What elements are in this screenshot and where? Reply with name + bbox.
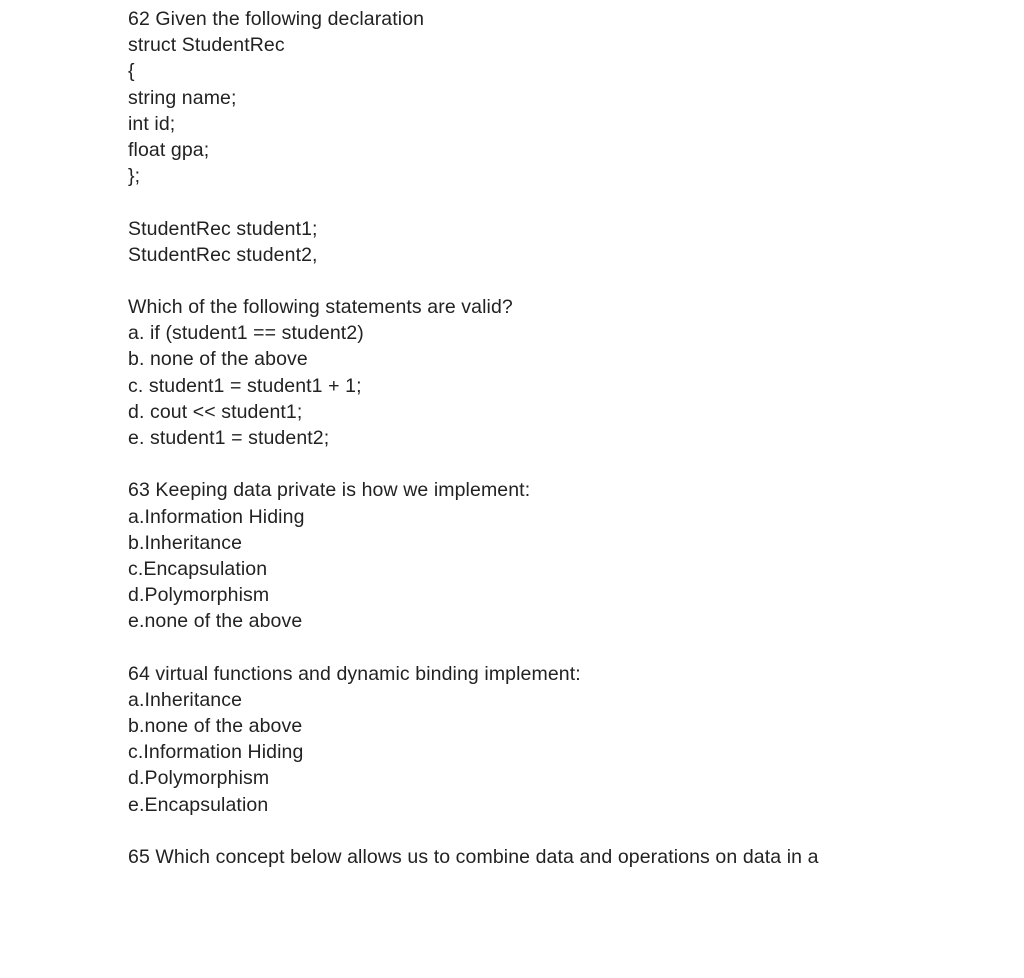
question-63-title: 63 Keeping data private is how we implement: bbox=[128, 479, 531, 502]
option-e: e.none of the above bbox=[128, 610, 303, 633]
question-62-title: 62 Given the following declaration bbox=[128, 8, 425, 30]
option-b: b. none of the above bbox=[128, 348, 308, 371]
option-e: e. student1 = student2; bbox=[128, 427, 330, 449]
code-line: int id; bbox=[128, 112, 176, 135]
question-64-title: 64 virtual functions and dynamic binding implement: bbox=[128, 662, 581, 685]
option-d: d.Polymorphism bbox=[128, 767, 270, 790]
declaration-line: StudentRec student1; bbox=[128, 217, 318, 240]
code-line: float gpa; bbox=[128, 138, 210, 161]
spacer bbox=[128, 818, 988, 844]
option-b: b.none of the above bbox=[128, 715, 303, 738]
option-c: c.Encapsulation bbox=[128, 557, 268, 580]
document-body bbox=[128, 6, 988, 870]
code-line: { bbox=[128, 60, 135, 83]
option-b: b.Inheritance bbox=[128, 531, 243, 554]
spacer bbox=[128, 189, 988, 215]
option-d: d.Polymorphism bbox=[128, 584, 270, 607]
spacer bbox=[128, 268, 988, 294]
spacer bbox=[128, 451, 988, 477]
option-a: a. if (student1 == student2) bbox=[128, 322, 364, 345]
question-62-prompt: Which of the following statements are valid? bbox=[128, 296, 513, 319]
question-65 bbox=[128, 844, 988, 870]
option-d: d. cout << student1; bbox=[128, 400, 303, 423]
spacer bbox=[128, 635, 988, 661]
code-line: struct StudentRec bbox=[128, 34, 285, 57]
code-line: string name; bbox=[128, 86, 237, 109]
option-a: a.Information Hiding bbox=[128, 505, 305, 528]
question-62 bbox=[128, 6, 988, 451]
question-65-title: 65 Which concept below allows us to combine data and operations on data in a bbox=[128, 846, 819, 868]
question-63 bbox=[128, 477, 988, 634]
question-64 bbox=[128, 661, 988, 818]
option-c: c.Information Hiding bbox=[128, 741, 304, 764]
code-line: }; bbox=[128, 165, 141, 188]
option-e: e.Encapsulation bbox=[128, 793, 269, 816]
declaration-line: StudentRec student2, bbox=[128, 243, 318, 266]
option-c: c. student1 = student1 + 1; bbox=[128, 374, 362, 397]
option-a: a.Inheritance bbox=[128, 688, 243, 711]
